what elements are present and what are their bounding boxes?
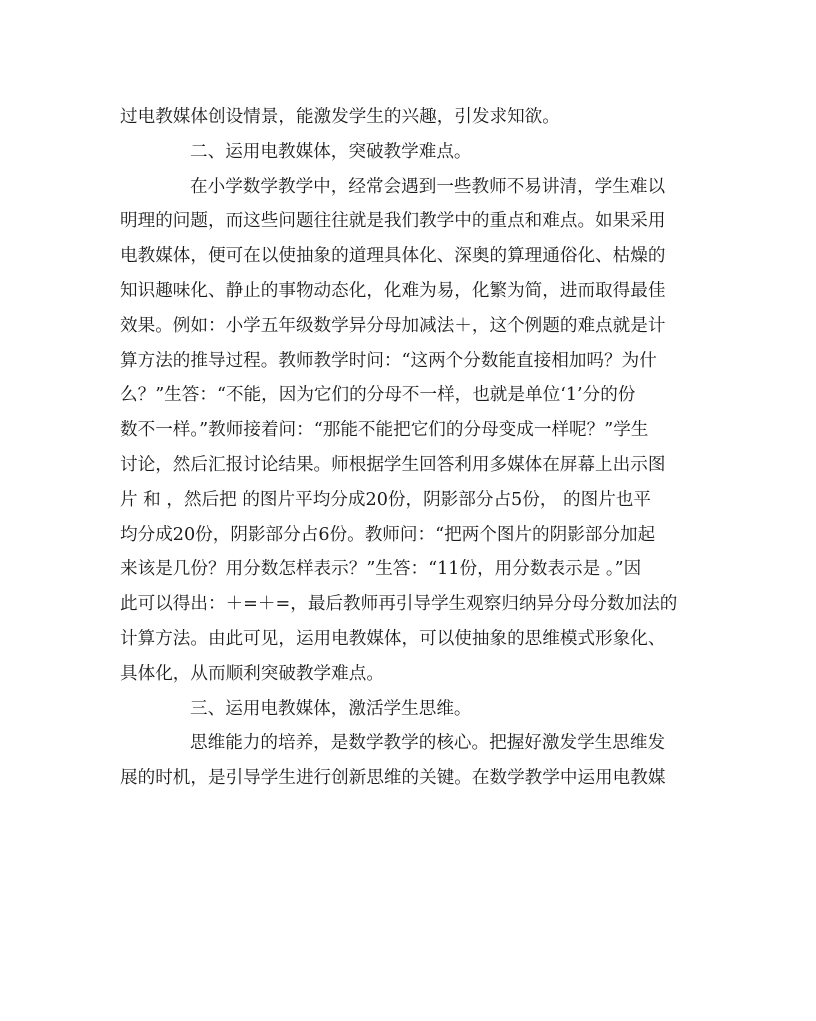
text-line: 展的时机，是引导学生进行创新思维的关键。在数学教学中运用电教媒 xyxy=(120,768,666,789)
section-heading: 二、运用电教媒体，突破教学难点。 xyxy=(190,141,472,162)
text-line: 计算方法。由此可见，运用电教媒体，可以使抽象的思维模式形象化、 xyxy=(120,628,666,649)
section-heading: 三、运用电教媒体，激活学生思维。 xyxy=(190,698,472,719)
paragraph-first-line: 思维能力的培养，是数学教学的核心。把握好激发学生思维发 xyxy=(190,733,666,754)
text-line: 片 和 ，然后把 的图片平均分成20份，阴影部分占5份， 的图片也平 xyxy=(120,489,651,510)
text-line: 明理的问题，而这些问题往往就是我们教学中的重点和难点。如果采用 xyxy=(120,211,666,232)
paragraph-first-line: 在小学数学教学中，经常会遇到一些教师不易讲清，学生难以 xyxy=(190,176,666,197)
text-line: 知识趣味化、静止的事物动态化，化难为易，化繁为简，进而取得最佳 xyxy=(120,280,666,301)
text-line: 么？”生答：“不能，因为它们的分母不一样，也就是单位‘1’分的份 xyxy=(120,385,636,406)
text-line: 讨论，然后汇报讨论结果。师根据学生回答利用多媒体在屏幕上出示图 xyxy=(120,454,666,475)
text-line: 数不一样。”教师接着问：“那能不能把它们的分母变成一样呢？”学生 xyxy=(120,420,649,441)
text-line: 效果。例如：小学五年级数学异分母加减法＋，这个例题的难点就是计 xyxy=(120,315,666,336)
text-line: 来该是几份？用分数怎样表示？”生答：“11份，用分数表示是 。”因 xyxy=(120,559,642,580)
text-line: 过电教媒体创设情景，能激发学生的兴趣，引发求知欲。 xyxy=(120,107,560,127)
text-line: 算方法的推导过程。教师教学时问：“这两个分数能直接相加吗？为什 xyxy=(120,350,657,371)
text-line: 具体化，从而顺利突破教学难点。 xyxy=(120,663,384,684)
body-text xyxy=(120,100,698,796)
text-line: 电教媒体，便可在以使抽象的道理具体化、深奥的算理通俗化、枯燥的 xyxy=(120,246,666,267)
text-line: 此可以得出：＋=＋=，最后教师再引导学生观察归纳异分母分数加法的 xyxy=(120,594,678,615)
text-line: 均分成20份，阴影部分占6份。教师问：“把两个图片的阴影部分加起 xyxy=(120,524,656,545)
